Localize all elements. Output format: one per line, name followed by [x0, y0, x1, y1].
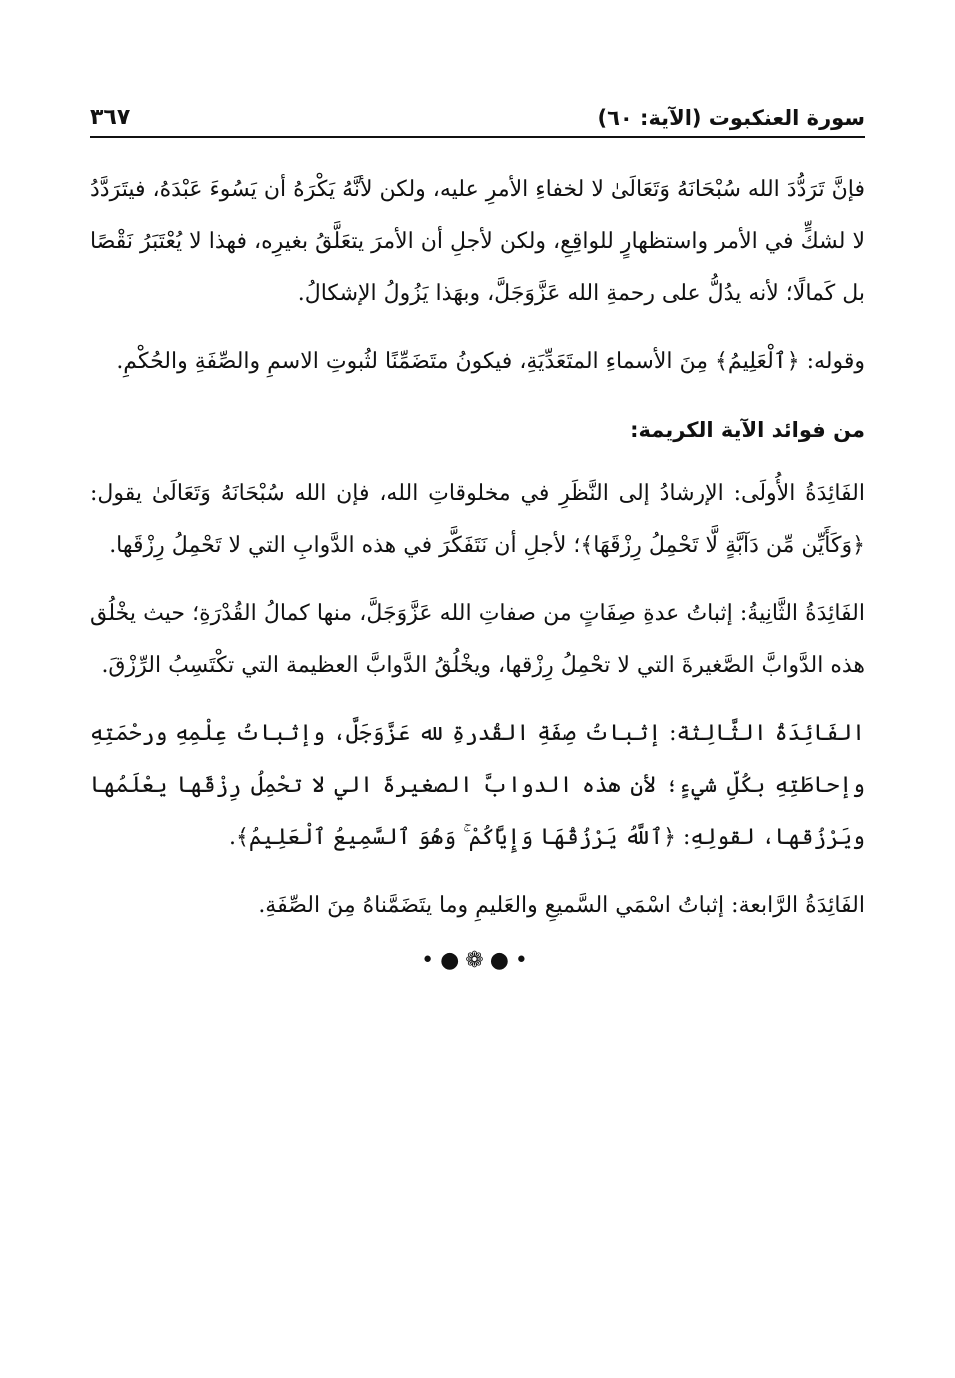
benefit-2: الفَائِدَةُ الثَّانِيةُ: إثباتُ عدةِ صِفَاتٍ من صفاتِ الله عَزَّوَجَلَّ، منها كمالُ القُدْرَةِ؛ حيث يخْلُق هذه الدَّوابَّ الصَّغيرةَ التي لا تحْمِلُ رِزْقها، ويخْلُقُ الدَّوابَّ العظيمة التي تكْتَسِبُ الرِّزْقَ.	[90, 601, 865, 678]
running-title: سورة العنكبوت (الآية: ٦٠)	[597, 106, 865, 130]
benefit-4: الفَائِدَةُ الرَّابعة: إثباتُ اسْمَي السَّميعِ والعَليمِ وما يتَضَمَّناهُ مِنَ الصِّفَةِ.	[258, 893, 865, 918]
page-number: ٣٦٧	[90, 105, 131, 130]
benefit-3: الفَائِدَةُ الثَّالِثة: إثباتُ صِفَةِ القُدرةِ لله عَزَّوَجَلَّ، وإثباتُ عِلْمِهِ ورحْمَتِهِ وإحاطَتِهِ بكُلِّ شيءٍ؛ لأن هذه الدوابَّ الصغيرةَ الي لا تحْمِلُ رِزْقَها يعْلَمُها ويَرْزُقها، لقولِهِ: ﴿ٱللَّهُ يَرْزُقُهَا وَإِيَّاكُمْ ۚ وَهُوَ ٱلسَّمِيعُ ٱلْعَلِيمُ﴾.	[90, 721, 865, 850]
paragraph-1: فإنَّ تَرَدُّدَ الله سُبْحَانَهُ وَتَعَالَىٰ لا لخفاءِ الأمرِ عليه، ولكن لأنَّهُ يَكْرَهُ أن يَسُوءَ عَبْدَهُ، فيتَرَدَّدُ لا لشكٍّ في الأمر واستظهارٍ للواقِعِ، ولكن لأجلِ أن الأمرَ يتعَلَّقُ بغيرِه، فهذا لا يُعْتَبَرُ نَقْصًا بل كَمالًا؛ لأنه يدُلُّ على رحمةِ الله عَزَّوَجَلَّ، وبهَذا يَزُولُ الإشكالُ.	[90, 177, 865, 306]
benefit-1: الفَائِدَةُ الأُولَى: الإرشادُ إلى النَّظَرِ في مخلوقاتِ الله، فإن الله سُبْحَانَهُ وَتَعَالَىٰ يقول: ﴿وَكَأَيِّن مِّن دَآبَّةٍ لَّا تَحْمِلُ رِزْقَهَا﴾؛ لأجلِ أن نَتَفَكَّرَ في هذه الدَّوابِ التي لا تَحْمِلُ رِزْقَها.	[90, 481, 865, 558]
page	[90, 78, 865, 973]
page-header	[90, 78, 865, 130]
section-heading: من فوائد الآية الكريمة:	[630, 418, 865, 442]
paragraph-2: وقوله: ﴿ٱلْعَلِيمُ﴾ مِنَ الأسماءِ المتَعَدِّيَةِ، فيكونُ متَضَمِّنًا لثُبوتِ الاسمِ والصِّفَةِ والحُكْمِ.	[116, 349, 865, 374]
header-divider	[90, 136, 865, 138]
end-ornament-icon: •●❁●•	[421, 948, 534, 973]
